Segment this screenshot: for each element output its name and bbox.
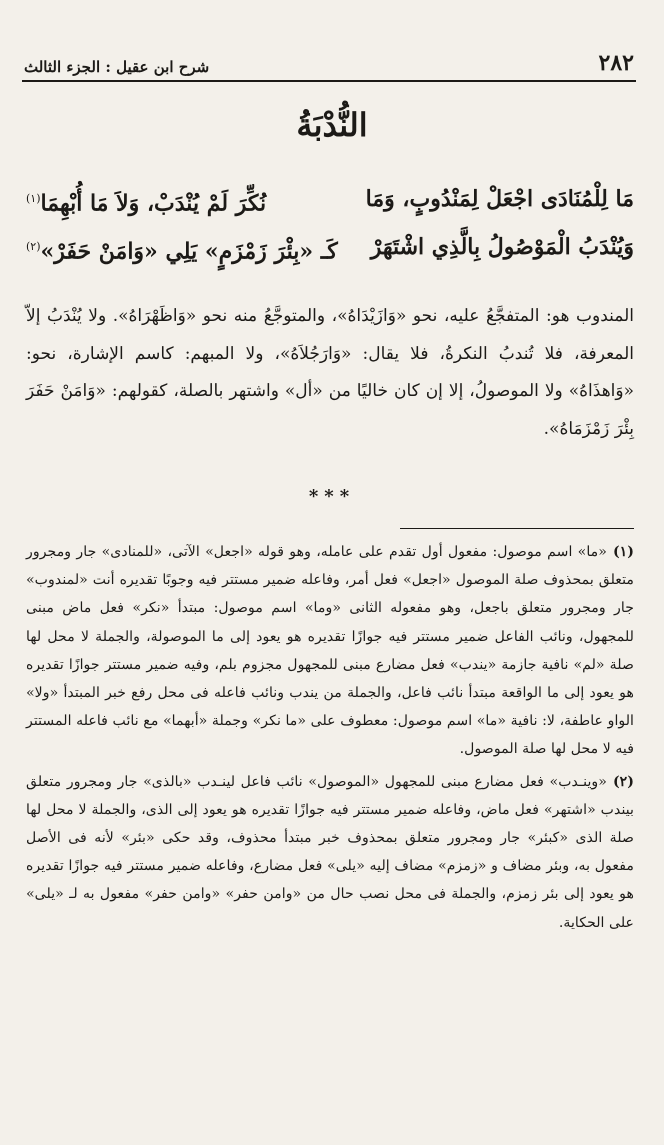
header-rule (22, 80, 636, 82)
footnote-text: «وينـدب» فعل مضارع مبنى للمجهول «الموصول» نائب فاعل لينـدب «بالذى» جار ومجرور متعلق بيندب «اشتهر» فعل ماض، وفاعله ضمير مستتر فيه جوازًا تقديره هو يعود إلى الذى، والجملة لا محل لها صلة الذى «كبئر» جار ومجرور متعلق بمحذوف خبر مبتدأ محذوف، وقد حكى «بئر» لأنه فى الأصل مفعول به، وبئر مضاف و «زمزم» مضاف إليه «يلى» فعل مضارع، وفاعله ضمير مستتر فيه جوازًا تقديره هو يعود إلى بئر زمزم، والجملة فى محل نصب حال من «وامن حفر» «وامن حفر» مفعول به لـ «يلى» على الحكاية. (26, 773, 634, 931)
section-title: النُّدْبَةُ (296, 106, 368, 144)
commentary-paragraph: المندوب هو: المتفجَّعُ عليه، نحو «وَازَيْدَاهُ»، والمتوجَّعُ منه نحو «وَاظَهْرَاهُ». ولا يُنْدَبُ إلاّ المعرفة، فلا تُندبُ النكرةُ، فلا يقال: «وَارَجُلاَهُ»، ولا المبهم: كاسم الإشارة، نحو: «وَاهذَاهُ» ولا الموصولُ، إلا إن كان خاليًا من «أل» واشتهر بالصلة، كقولهم: «وَامَنْ حَفَرَ بِئْرَ زَمْزَمَاهُ». (26, 306, 634, 439)
footnote-number: (١) (612, 544, 634, 560)
verse-first-hemistich: وَيُنْدَبُ الْمَوْصُولُ بِالَّذِي اشْتَهَرْ (370, 234, 634, 261)
verse-second-hemistich-text: نُكِّرَ لَمْ يُنْدَبْ، وَلاَ مَا أُبْهِمَا (40, 190, 267, 217)
footnote-reference: (٢) (26, 240, 41, 254)
footnotes-block (26, 538, 634, 941)
footnote-rule (400, 528, 634, 529)
footnote-text: «ما» اسم موصول: مفعول أول تقدم على عامله، وهو قوله «اجعل» الآتى، «للمنادى» جار ومجرور متعلق بمحذوف صلة الموصول «اجعل» فعل أمر، وفاعله ضمير مستتر فيه وجوبًا تقديره أنت «لمندوب» جار ومجرور متعلق باجعل، وهو مفعوله الثانى «وما» اسم موصول: مبتدأ «نكر» فعل ماض مبنى للمجهول، ونائب الفاعل ضمير مستتر فيه جوازًا تقديره هو يعود إلى ما الموصولة، والجملة لا محل لها صلة «لم» نافية جازمة «يندب» فعل مضارع مبنى للمجهول مجزوم بلم، وفيه ضمير مستتر جوازًا تقديره هو يعود إلى ما الواقعة مبتدأ نائب فاعل، والجملة من يندب ونائب فاعله فى محل رفع خبر المبتدأ «ولا» الواو عاطفة، لا: نافية «ما» اسم موصول: معطوف على «ما نكر» وجملة «أبهما» مع نائب فاعله المستتر فيه لا محل لها صلة الموصول. (26, 544, 635, 758)
footnote (26, 538, 634, 764)
verse-line (26, 184, 634, 218)
running-title: شرح ابن عقيل : الجزء الثالث (24, 58, 210, 76)
verse-second-hemistich (26, 232, 338, 266)
footnote (26, 768, 634, 937)
page-number: ٢٨٢ (598, 50, 634, 76)
commentary-text (26, 298, 634, 448)
verse-second-hemistich (26, 184, 266, 218)
verse-first-hemistich: مَا لِلْمُنَادَى اجْعَلْ لِمَنْدُوبٍ، وَمَا (365, 186, 634, 212)
page-header (24, 42, 634, 76)
section-separator: *** (308, 486, 356, 507)
footnote-reference: (١) (26, 192, 41, 205)
footnote-number: (٢) (612, 773, 634, 790)
verse-second-hemistich-text: كَـ «بِئْرَ زَمْزَمٍ» يَلِي «وَامَنْ حَفَرْ» (40, 238, 338, 265)
verses-block (26, 184, 634, 281)
verse-line (26, 232, 634, 266)
